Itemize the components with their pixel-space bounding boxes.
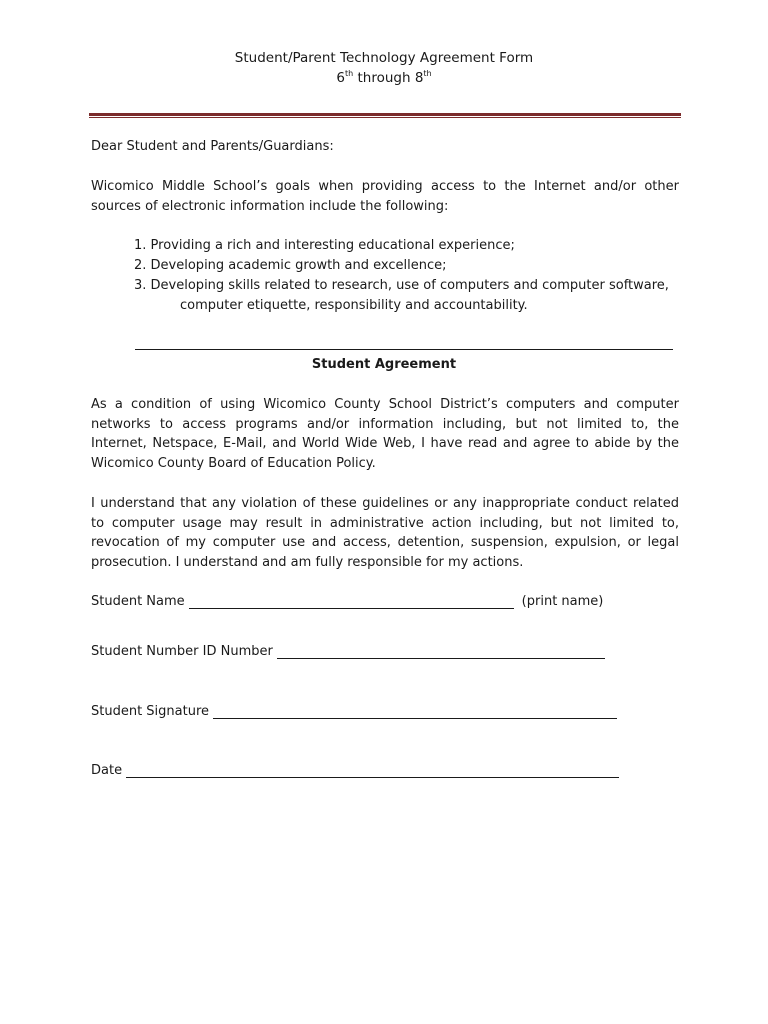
student-name-field[interactable]	[189, 594, 514, 609]
list-item-number: 1.	[134, 238, 147, 253]
header-rule-thick	[89, 113, 681, 116]
list-item-text: Developing skills related to research, use of computers and computer software,	[150, 278, 669, 293]
grade-from: 6	[336, 70, 345, 86]
list-item-text: Providing a rich and interesting educational experience;	[150, 238, 515, 253]
student-id-label: Student Number ID Number	[91, 644, 273, 659]
student-signature-field[interactable]	[213, 704, 617, 719]
agreement-paragraph-1: As a condition of using Wicomico County School District’s computers and computer networks to access programs and/or information including, but not limited to, the Internet, Netspace, E-Mail, and World Wide Web, I have read and agree to abide by the Wicomico County Board of Education Policy.	[91, 397, 679, 471]
list-item-continuation: computer etiquette, responsibility and accountability.	[180, 298, 528, 313]
student-signature-row	[91, 702, 617, 722]
student-id-field[interactable]	[277, 644, 605, 659]
form-header	[0, 48, 768, 88]
student-name-label: Student Name	[91, 594, 185, 609]
section-divider	[135, 349, 673, 350]
list-item	[134, 256, 679, 276]
student-signature-label: Student Signature	[91, 704, 210, 719]
date-row	[91, 761, 619, 781]
list-item-number: 2.	[134, 258, 147, 273]
student-agreement-title: Student Agreement	[311, 357, 457, 372]
header-rule-thin	[89, 117, 681, 118]
grade-from-suffix: th	[344, 69, 354, 78]
list-item	[134, 236, 679, 256]
grade-range	[0, 68, 768, 88]
student-name-row	[91, 592, 603, 612]
grade-through: through	[357, 70, 411, 86]
salutation: Dear Student and Parents/Guardians:	[91, 139, 334, 154]
list-item	[134, 276, 679, 316]
student-id-row	[91, 642, 605, 662]
list-item-text: Developing academic growth and excellence;	[150, 258, 447, 273]
date-label: Date	[91, 763, 123, 778]
form-title: Student/Parent Technology Agreement Form	[234, 50, 534, 66]
header-rule	[89, 113, 681, 118]
list-item-number: 3.	[134, 278, 147, 293]
intro-paragraph: Wicomico Middle School’s goals when providing access to the Internet and/or other sources of electronic information include the following:	[91, 179, 679, 214]
agreement-paragraph-2: I understand that any violation of these guidelines or any inappropriate conduct related to computer usage may result in administrative action including, but not limited to, revocation of my computer use and access, detention, suspension, expulsion, or legal prosecution. I understand and am fully responsible for my actions.	[91, 496, 679, 570]
date-field[interactable]	[126, 763, 619, 778]
grade-to-suffix: th	[423, 69, 432, 78]
grade-to: 8	[414, 70, 424, 86]
print-name-note: (print name)	[521, 594, 604, 609]
goals-list	[134, 236, 679, 316]
